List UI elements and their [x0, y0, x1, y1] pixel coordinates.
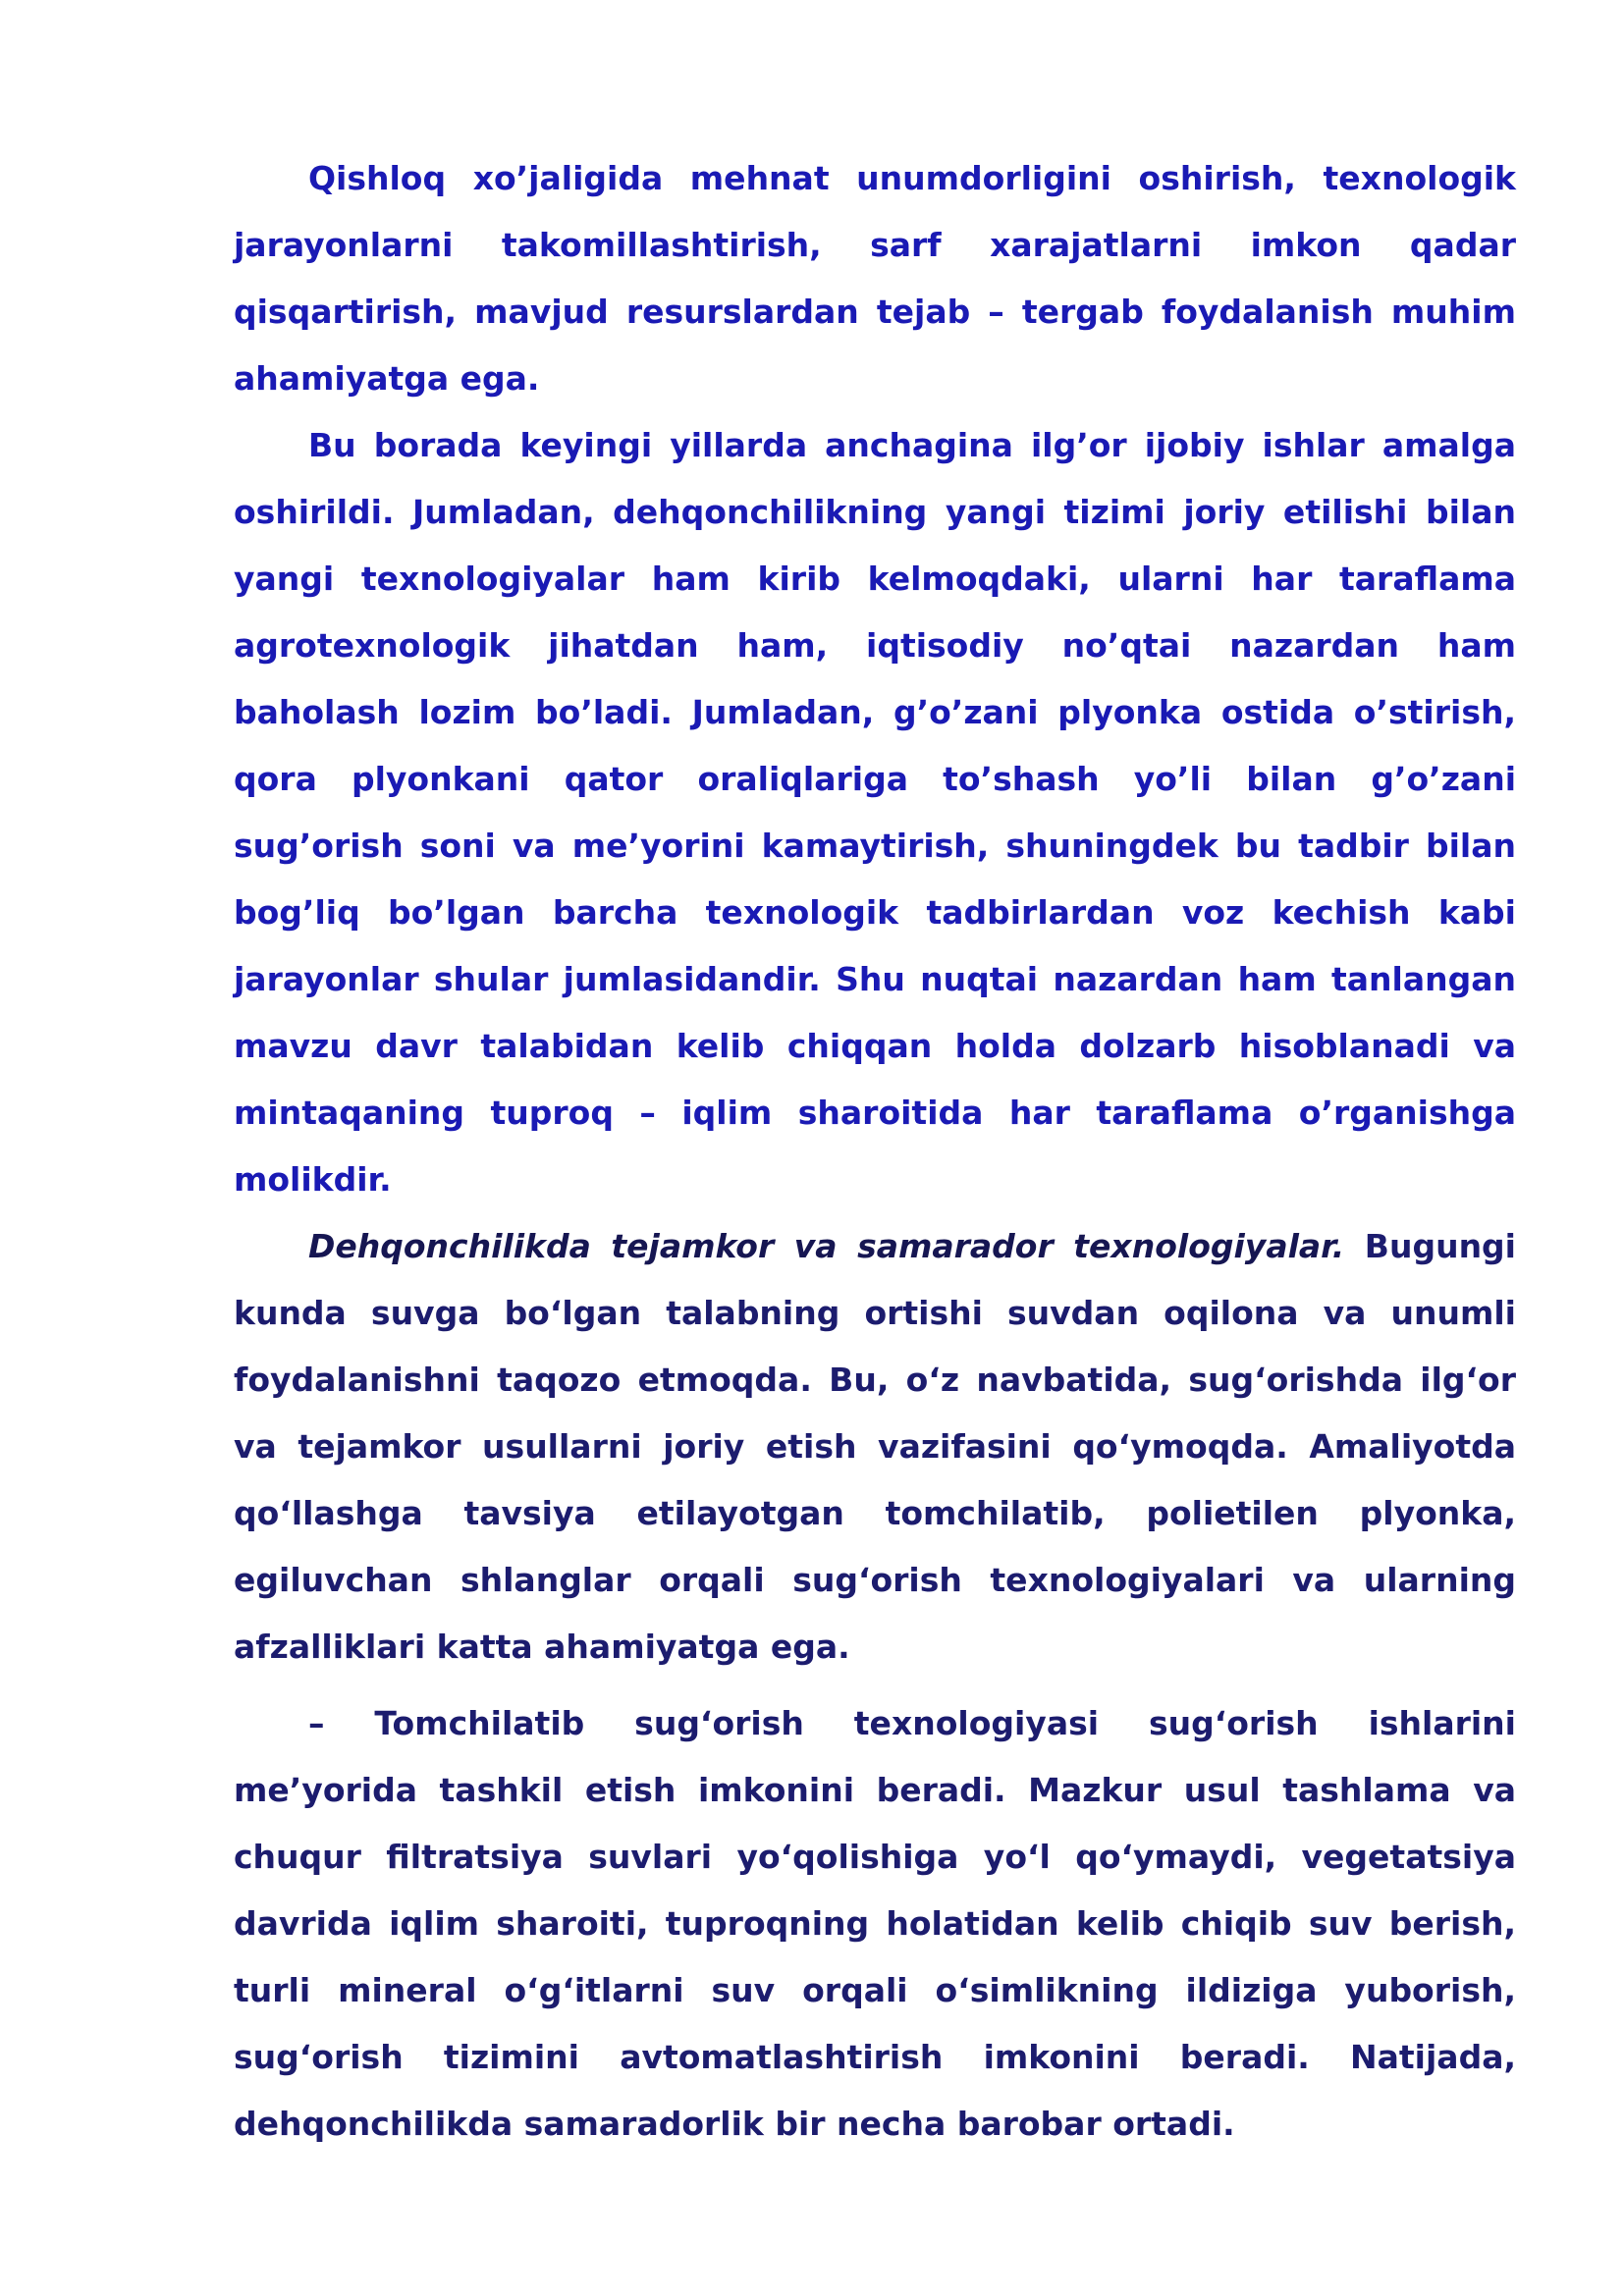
- paragraph-drip-irrigation: – Tomchilatib sug‘orish texnologiyasi sug‘orish ishlarini me’yorida tashkil etish imkonini beradi. Mazkur usul tashlama va chuqur filtratsiya suvlari yo‘qolishiga yo‘l qo‘ymaydi, vegetatsiya davrida iqlim sharoiti, tuproqning holatidan kelib chiqib suv berish, turli mineral o‘g‘itlarni suv orqali o‘simlikning ildiziga yuborish, sug‘orish tizimini avtomatlashtirish imkonini beradi. Natijada, dehqonchilikda samaradorlik bir necha barobar ortadi.: [234, 1704, 1516, 2143]
- section-heading-body: Bugungi kunda suvga bo‘lgan talabning ortishi suvdan oqilona va unumli foydalanishni taqozo etmoqda. Bu, o‘z navbatida, sug‘orishda ilg‘or va tejamkor usullarni joriy etish vazifasini qo‘ymoqda. Amaliyotda qo‘llashga tavsiya etilayotgan tomchilatib, polietilen plyonka, egiluvchan shlanglar orqali sug‘orish texnologiyalari va ularning afzalliklari katta ahamiyatga ega.: [234, 1227, 1516, 1666]
- section-heading: Dehqonchilikda tejamkor va samarador texnologiyalar.: [308, 1227, 1345, 1265]
- document-body: [234, 145, 1516, 2158]
- paragraph-technologies: [234, 1213, 1516, 1681]
- paragraph-achievements: Bu borada keyingi yillarda anchagina ilg’or ijobiy ishlar amalga oshirildi. Jumladan, dehqonchilikning yangi tizimi joriy etilishi bilan yangi texnologiyalar ham kirib kelmoqdaki, ularni har taraflama agrotexnologik jihatdan ham, iqtisodiy no’qtai nazardan ham baholash lozim bo’ladi. Jumladan, g’o’zani plyonka ostida o’stirish, qora plyonkani qator oraliqlariga to’shash yo’li bilan g’o’zani sug’orish soni va me’yorini kamaytirish, shuningdek bu tadbir bilan bog’liq bo’lgan barcha texnologik tadbirlardan voz kechish kabi jarayonlar shular jumlasidandir. Shu nuqtai nazardan ham tanlangan mavzu davr talabidan kelib chiqqan holda dolzarb hisoblanadi va mintaqaning tuproq – iqlim sharoitida har taraflama o’rganishga molikdir.: [234, 426, 1516, 1199]
- paragraph-intro: Qishloq xo’jaligida mehnat unumdorligini oshirish, texnologik jarayonlarni takomillashtirish, sarf xarajatlarni imkon qadar qisqartirish, mavjud resurslardan tejab – tergab foydalanish muhim ahamiyatga ega.: [234, 159, 1516, 398]
